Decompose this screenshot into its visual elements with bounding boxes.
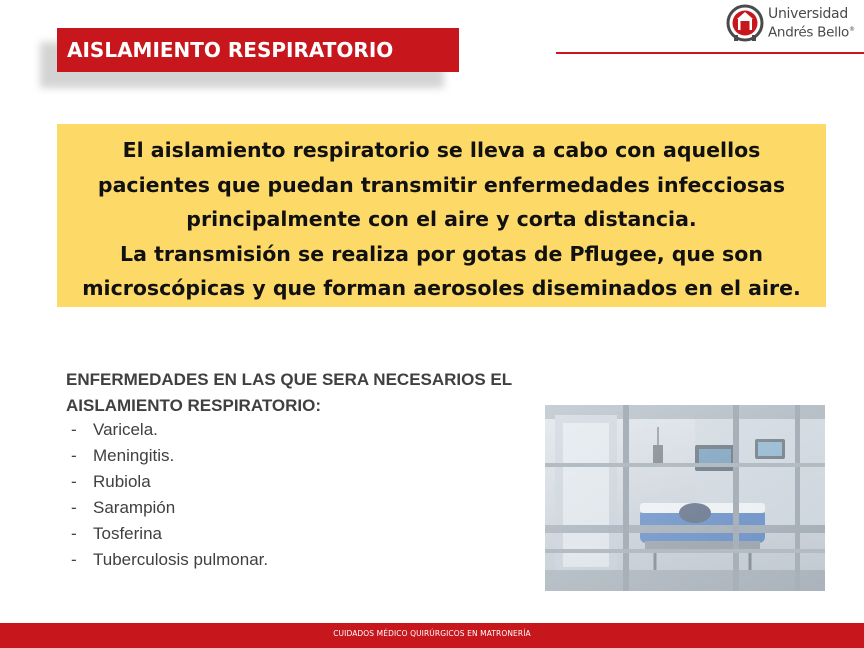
list-item: - Varicela. — [66, 417, 268, 443]
diseases-heading — [66, 367, 512, 419]
info-line-1: El aislamiento respiratorio se lleva a cabo con aquellos — [122, 138, 761, 162]
logo-line-2 — [768, 22, 855, 41]
list-item: - Tosferina — [66, 521, 268, 547]
list-item: - Rubiola — [66, 469, 268, 495]
list-item: - Meningitis. — [66, 443, 268, 469]
registered-mark: ® — [848, 26, 855, 33]
university-logo — [726, 2, 862, 44]
slide-title: AISLAMIENTO RESPIRATORIO — [57, 28, 459, 72]
logo-line-2-text: Andrés Bello — [768, 24, 849, 41]
diseases-heading-line-1: ENFERMEDADES EN LAS QUE SERA NECESARIOS EL — [66, 370, 513, 389]
disease-list — [66, 417, 268, 573]
footer-bar — [0, 623, 864, 648]
info-line-4: La transmisión se realiza por gotas de Pflugee, que son — [120, 241, 763, 266]
hospital-isolation-room-photo — [545, 405, 825, 591]
header-divider — [556, 52, 864, 54]
info-line-5: microscópicas y que forman aerosoles diseminados en el aire. — [82, 276, 801, 300]
diseases-heading-line-2: AISLAMIENTO RESPIRATORIO: — [66, 396, 322, 415]
logo-wordmark — [768, 7, 855, 41]
info-line-3: principalmente con el aire y corta distancia. — [186, 207, 697, 231]
info-box — [57, 124, 826, 307]
info-line-2: pacientes que puedan transmitir enfermedades infecciosas — [97, 172, 786, 197]
list-item: - Tuberculosis pulmonar. — [66, 547, 268, 573]
isolation-room-image-icon — [545, 405, 825, 591]
footer-text: CUIDADOS MÉDICO QUIRÚRGICOS EN MATRONERÍA — [333, 629, 531, 638]
list-item: - Sarampión — [66, 495, 268, 521]
logo-line-1: Universidad — [768, 6, 848, 22]
university-seal-icon — [726, 2, 766, 44]
